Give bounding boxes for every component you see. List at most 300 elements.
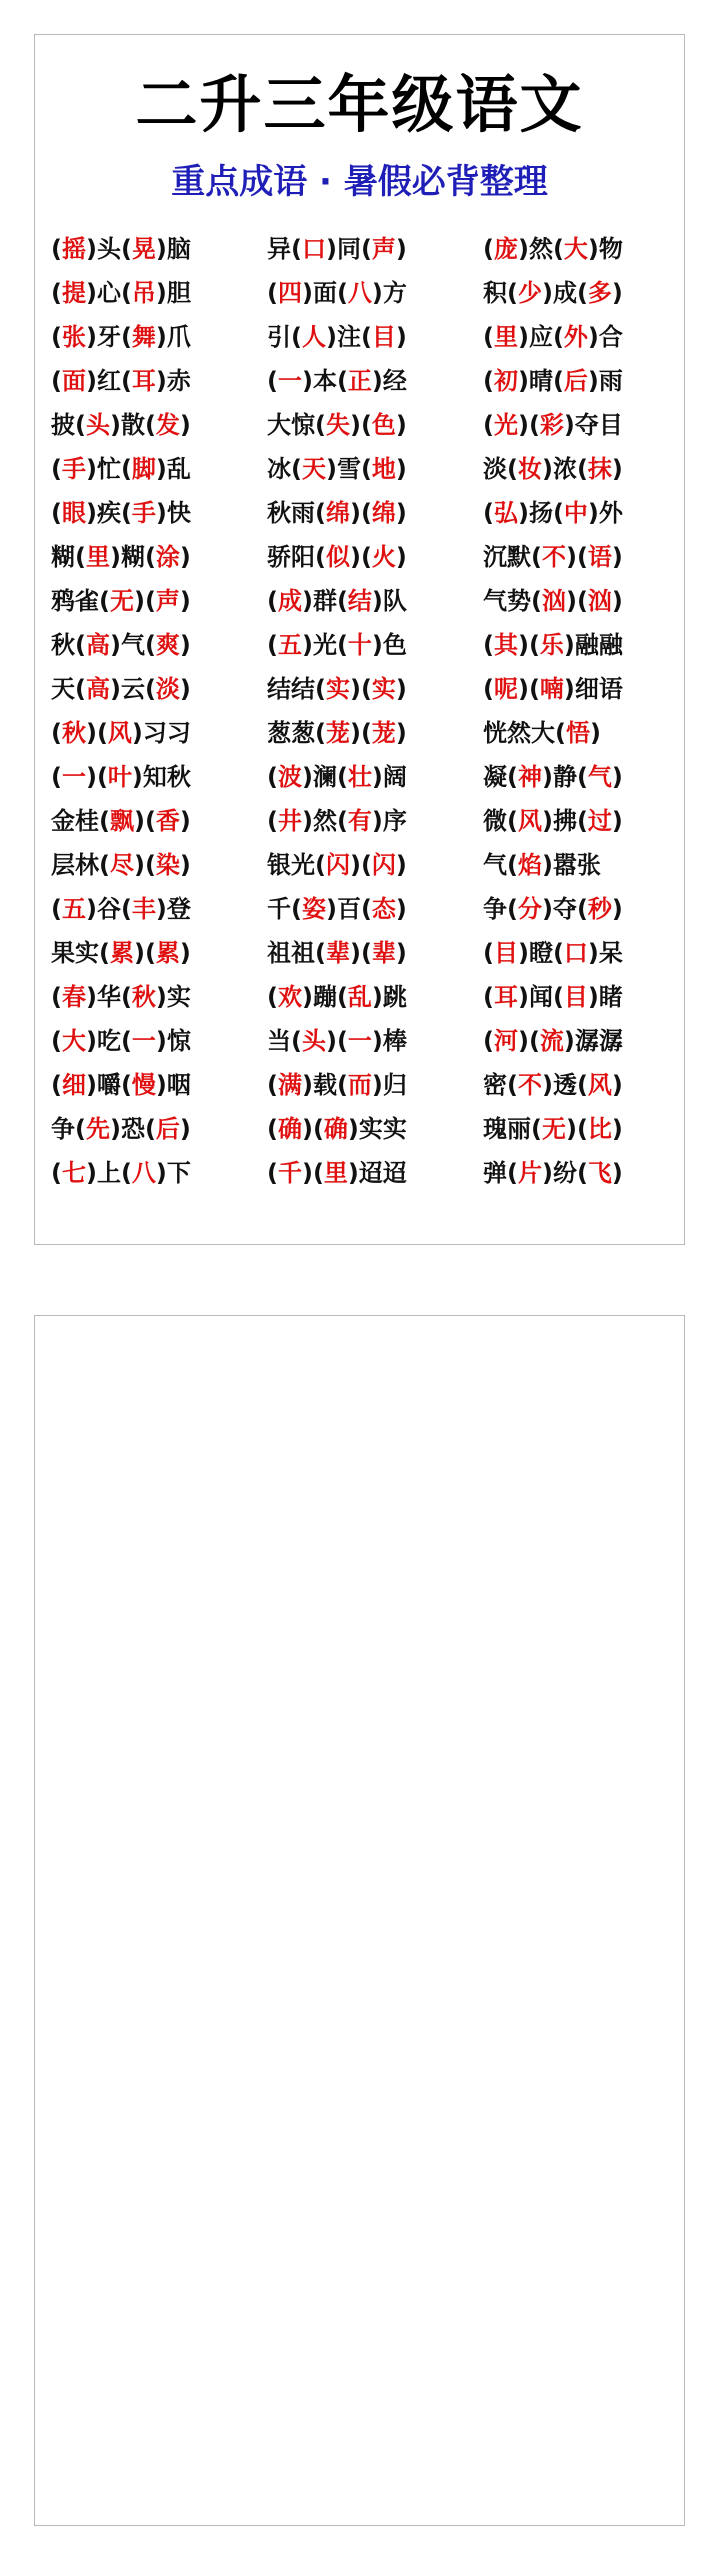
paren-open: (	[51, 499, 62, 527]
paren-open: (	[483, 323, 494, 351]
answer-char: 光	[493, 411, 518, 439]
answer-char: 结	[347, 587, 372, 615]
paren-open: (	[360, 499, 372, 527]
given-char: 争	[483, 895, 507, 923]
paren-open: (	[552, 323, 564, 351]
paren-open: (	[315, 411, 326, 439]
paren-close: )	[395, 719, 407, 747]
paren-open: (	[144, 807, 156, 835]
answer-char: 神	[517, 763, 542, 791]
answer-char: 壮	[347, 763, 372, 791]
paren-close: )	[371, 587, 383, 615]
answer-char: 高	[85, 675, 110, 703]
paren-open: (	[120, 499, 132, 527]
answer-char: 先	[85, 1115, 110, 1143]
idiom-item	[267, 711, 483, 755]
paren-open: (	[483, 675, 494, 703]
paren-close: )	[179, 543, 191, 571]
paren-open: (	[144, 939, 156, 967]
given-char: 谷	[96, 895, 121, 923]
paren-close: )	[395, 499, 407, 527]
answer-char: 失	[325, 411, 350, 439]
paren-close: )	[155, 1071, 167, 1099]
idiom-row	[51, 667, 671, 711]
paren-open: (	[360, 851, 372, 879]
paren-open: (	[507, 807, 518, 835]
paren-close: )	[371, 279, 383, 307]
paren-close: )	[395, 455, 407, 483]
answer-char: 脚	[131, 455, 156, 483]
paren-open: (	[75, 631, 86, 659]
given-char: 同	[336, 235, 361, 263]
paren-close: )	[85, 235, 97, 263]
paren-open: (	[51, 895, 62, 923]
given-char: 云	[120, 675, 145, 703]
paren-open: (	[507, 1071, 518, 1099]
paren-open: (	[120, 235, 132, 263]
paren-open: (	[75, 1115, 86, 1143]
paren-close: )	[563, 675, 575, 703]
paren-close: )	[179, 1115, 191, 1143]
idiom-item	[483, 1019, 671, 1063]
paren-close: )	[301, 1159, 313, 1187]
answer-char: 飘	[109, 807, 134, 835]
paren-close: )	[347, 1159, 359, 1187]
paren-open: (	[336, 763, 348, 791]
paren-open: (	[291, 235, 302, 263]
answer-char: 秋	[61, 719, 86, 747]
paren-close: )	[611, 543, 623, 571]
paren-close: )	[611, 895, 623, 923]
given-char: 气	[120, 631, 145, 659]
answer-char: 后	[155, 1115, 180, 1143]
given-char: 弹	[483, 1159, 507, 1187]
given-char: 扬	[528, 499, 553, 527]
answer-char: 面	[61, 367, 86, 395]
answer-char: 慢	[131, 1071, 156, 1099]
given-char: 结结	[267, 675, 315, 703]
idiom-row	[51, 491, 671, 535]
answer-char: 茏	[325, 719, 350, 747]
paren-open: (	[552, 983, 564, 1011]
answer-char: 目	[371, 323, 396, 351]
given-char: 大惊	[267, 411, 315, 439]
idiom-item	[483, 843, 671, 887]
answer-char: 色	[371, 411, 396, 439]
given-char: 外	[598, 499, 623, 527]
answer-char: 飞	[587, 1159, 612, 1187]
given-char: 疾	[96, 499, 121, 527]
idiom-item	[483, 667, 671, 711]
answer-char: 抹	[587, 455, 612, 483]
given-char: 成	[552, 279, 577, 307]
paren-close: )	[349, 939, 361, 967]
idiom-item	[51, 1019, 267, 1063]
answer-char: 秋	[131, 983, 156, 1011]
paren-close: )	[587, 983, 599, 1011]
paren-close: )	[371, 1071, 383, 1099]
given-char: 队	[382, 587, 407, 615]
paren-close: )	[563, 631, 575, 659]
paren-close: )	[155, 235, 167, 263]
paren-open: (	[507, 455, 518, 483]
paren-close: )	[301, 1115, 313, 1143]
paren-close: )	[325, 323, 337, 351]
idiom-item	[483, 755, 671, 799]
paren-close: )	[133, 851, 145, 879]
paren-open: (	[120, 367, 132, 395]
given-char: 跳	[382, 983, 407, 1011]
paren-close: )	[541, 807, 553, 835]
answer-char: 茏	[371, 719, 396, 747]
given-char: 葱葱	[267, 719, 315, 747]
answer-char: 里	[85, 543, 110, 571]
answer-char: 耳	[493, 983, 518, 1011]
paren-close: )	[371, 367, 383, 395]
answer-char: 外	[563, 323, 588, 351]
paren-open: (	[267, 763, 278, 791]
paren-open: (	[360, 719, 372, 747]
answer-char: 眼	[61, 499, 86, 527]
given-char: 静	[552, 763, 577, 791]
given-char: 呆	[598, 939, 623, 967]
paren-open: (	[336, 367, 348, 395]
given-char: 然	[312, 807, 337, 835]
paren-open: (	[576, 895, 588, 923]
given-char: 咽	[166, 1071, 191, 1099]
given-char: 胆	[166, 279, 191, 307]
paren-close: )	[541, 279, 553, 307]
paren-close: )	[179, 631, 191, 659]
paren-open: (	[360, 455, 372, 483]
idiom-row	[51, 1063, 671, 1107]
given-char: 蹦	[312, 983, 337, 1011]
paren-open: (	[576, 763, 588, 791]
paren-close: )	[109, 1115, 121, 1143]
page-title: 二升三年级语文	[135, 68, 584, 141]
answer-char: 汹	[541, 587, 566, 615]
paren-open: (	[51, 367, 62, 395]
given-char: 百	[336, 895, 361, 923]
paren-open: (	[51, 719, 62, 747]
answer-char: 大	[563, 235, 588, 263]
answer-char: 少	[517, 279, 542, 307]
paren-close: )	[85, 763, 97, 791]
idiom-item	[51, 975, 267, 1019]
paren-close: )	[587, 323, 599, 351]
answer-char: 十	[347, 631, 372, 659]
idiom-item	[483, 975, 671, 1019]
answer-char: 一	[61, 763, 86, 791]
given-char: 然	[528, 235, 553, 263]
answer-char: 初	[493, 367, 518, 395]
paren-close: )	[541, 1159, 553, 1187]
paren-close: )	[541, 851, 553, 879]
given-char: 迢迢	[358, 1159, 407, 1187]
idiom-item	[51, 447, 267, 491]
idiom-item	[483, 403, 671, 447]
paren-open: (	[120, 279, 132, 307]
answer-char: 而	[347, 1071, 372, 1099]
paren-close: )	[109, 411, 121, 439]
given-char: 应	[528, 323, 553, 351]
paren-open: (	[144, 543, 156, 571]
paren-open: (	[120, 983, 132, 1011]
worksheet-page-2-blank	[34, 1315, 685, 2526]
paren-close: )	[395, 411, 407, 439]
given-char: 睹	[598, 983, 623, 1011]
paren-open: (	[555, 719, 566, 747]
answer-char: 气	[587, 763, 612, 791]
paren-open: (	[291, 1027, 302, 1055]
paren-open: (	[267, 279, 278, 307]
paren-open: (	[507, 1159, 518, 1187]
answer-char: 波	[277, 763, 302, 791]
idiom-item	[483, 579, 671, 623]
answer-char: 发	[155, 411, 180, 439]
idiom-item	[483, 271, 671, 315]
idiom-item	[51, 271, 267, 315]
given-char: 气	[483, 851, 507, 879]
idiom-row	[51, 799, 671, 843]
idiom-row	[51, 1151, 671, 1195]
given-char: 果实	[51, 939, 99, 967]
answer-char: 弘	[493, 499, 518, 527]
answer-char: 成	[277, 587, 302, 615]
answer-char: 不	[517, 1071, 542, 1099]
paren-open: (	[552, 939, 564, 967]
paren-close: )	[85, 455, 97, 483]
given-char: 惊	[166, 1027, 191, 1055]
answer-char: 其	[493, 631, 518, 659]
given-char: 秋雨	[267, 499, 315, 527]
answer-char: 绵	[371, 499, 396, 527]
given-char: 层林	[51, 851, 99, 879]
answer-char: 累	[155, 939, 180, 967]
answer-char: 爽	[155, 631, 180, 659]
given-char: 透	[552, 1071, 577, 1099]
paren-close: )	[85, 499, 97, 527]
given-char: 实实	[358, 1115, 407, 1143]
idiom-item	[267, 843, 483, 887]
paren-open: (	[120, 455, 132, 483]
paren-open: (	[576, 587, 588, 615]
paren-close: )	[179, 851, 191, 879]
paren-close: )	[611, 279, 623, 307]
given-char: 头	[96, 235, 121, 263]
paren-close: )	[85, 367, 97, 395]
paren-open: (	[315, 675, 326, 703]
paren-close: )	[589, 719, 601, 747]
paren-open: (	[144, 675, 156, 703]
given-char: 忙	[96, 455, 121, 483]
idiom-item	[51, 711, 267, 755]
paren-close: )	[85, 719, 97, 747]
paren-close: )	[155, 455, 167, 483]
paren-close: )	[371, 1027, 383, 1055]
paren-close: )	[541, 1071, 553, 1099]
given-char: 瑰丽	[483, 1115, 531, 1143]
page-subtitle: 重点成语 · 暑假必背整理	[171, 162, 548, 202]
given-char: 脑	[166, 235, 191, 263]
paren-open: (	[576, 455, 588, 483]
paren-open: (	[291, 323, 302, 351]
idiom-row	[51, 1019, 671, 1063]
given-char: 雨	[598, 367, 623, 395]
paren-close: )	[395, 939, 407, 967]
paren-open: (	[315, 851, 326, 879]
paren-open: (	[144, 587, 156, 615]
paren-close: )	[85, 279, 97, 307]
answer-char: 里	[323, 1159, 348, 1187]
answer-char: 涂	[155, 543, 180, 571]
given-char: 恍然大	[483, 719, 555, 747]
paren-close: )	[179, 675, 191, 703]
answer-char: 呢	[493, 675, 518, 703]
paren-open: (	[51, 1027, 62, 1055]
paren-open: (	[96, 763, 108, 791]
given-char: 凝	[483, 763, 507, 791]
paren-open: (	[99, 587, 110, 615]
paren-close: )	[325, 895, 337, 923]
idiom-item	[267, 579, 483, 623]
answer-char: 四	[277, 279, 302, 307]
paren-open: (	[120, 1071, 132, 1099]
answer-char: 确	[323, 1115, 348, 1143]
answer-char: 染	[155, 851, 180, 879]
answer-char: 片	[517, 1159, 542, 1187]
given-char: 淡	[483, 455, 507, 483]
answer-char: 焰	[517, 851, 542, 879]
idiom-item	[51, 799, 267, 843]
paren-open: (	[315, 939, 326, 967]
paren-close: )	[517, 675, 529, 703]
paren-close: )	[395, 543, 407, 571]
paren-open: (	[528, 1027, 540, 1055]
answer-char: 口	[301, 235, 326, 263]
paren-open: (	[51, 763, 62, 791]
paren-close: )	[109, 543, 121, 571]
idiom-item	[483, 1107, 671, 1151]
paren-close: )	[85, 1071, 97, 1099]
paren-close: )	[587, 939, 599, 967]
idiom-item	[267, 1107, 483, 1151]
given-char: 浓	[552, 455, 577, 483]
given-char: 当	[267, 1027, 291, 1055]
idiom-row	[51, 535, 671, 579]
paren-open: (	[552, 499, 564, 527]
answer-char: 确	[277, 1115, 302, 1143]
answer-char: 彩	[539, 411, 564, 439]
given-char: 快	[166, 499, 191, 527]
paren-close: )	[301, 983, 313, 1011]
paren-close: )	[179, 411, 191, 439]
paren-open: (	[360, 543, 372, 571]
paren-open: (	[267, 1159, 278, 1187]
answer-char: 多	[587, 279, 612, 307]
answer-char: 天	[301, 455, 326, 483]
idiom-item	[267, 227, 483, 271]
paren-open: (	[483, 1027, 494, 1055]
paren-open: (	[51, 1071, 62, 1099]
given-char: 嚼	[96, 1071, 121, 1099]
paren-close: )	[395, 851, 407, 879]
given-char: 拂	[552, 807, 577, 835]
answer-char: 喃	[539, 675, 564, 703]
idiom-item	[51, 887, 267, 931]
idiom-item	[483, 315, 671, 359]
paren-close: )	[517, 499, 529, 527]
paren-close: )	[517, 631, 529, 659]
paren-close: )	[155, 983, 167, 1011]
paren-open: (	[120, 895, 132, 923]
answer-char: 五	[277, 631, 302, 659]
paren-close: )	[541, 895, 553, 923]
given-char: 物	[598, 235, 623, 263]
given-char: 雪	[336, 455, 361, 483]
paren-open: (	[576, 1159, 588, 1187]
answer-char: 手	[131, 499, 156, 527]
paren-close: )	[155, 1159, 167, 1187]
paren-open: (	[336, 631, 348, 659]
idiom-item	[267, 975, 483, 1019]
idiom-item	[267, 799, 483, 843]
answer-char: 汹	[587, 587, 612, 615]
answer-char: 人	[301, 323, 326, 351]
answer-char: 辈	[371, 939, 396, 967]
paren-close: )	[611, 455, 623, 483]
idiom-row	[51, 931, 671, 975]
answer-char: 大	[61, 1027, 86, 1055]
answer-char: 满	[277, 1071, 302, 1099]
given-char: 实	[166, 983, 191, 1011]
idiom-item	[267, 1019, 483, 1063]
answer-char: 一	[347, 1027, 372, 1055]
paren-open: (	[576, 807, 588, 835]
paren-open: (	[483, 367, 494, 395]
answer-char: 态	[371, 895, 396, 923]
paren-open: (	[51, 279, 62, 307]
answer-char: 似	[325, 543, 350, 571]
given-char: 糊	[51, 543, 75, 571]
paren-open: (	[576, 1115, 588, 1143]
given-char: 异	[267, 235, 291, 263]
given-char: 载	[312, 1071, 337, 1099]
answer-char: 辈	[325, 939, 350, 967]
paren-close: )	[301, 763, 313, 791]
paren-open: (	[360, 411, 372, 439]
paren-open: (	[120, 1159, 132, 1187]
paren-open: (	[552, 235, 564, 263]
idiom-item	[483, 931, 671, 975]
answer-char: 过	[587, 807, 612, 835]
idiom-item	[267, 315, 483, 359]
given-char: 色	[382, 631, 407, 659]
given-char: 序	[382, 807, 407, 835]
paren-close: )	[349, 675, 361, 703]
paren-close: )	[301, 807, 313, 835]
answer-char: 八	[131, 1159, 156, 1187]
idiom-item	[51, 359, 267, 403]
given-char: 登	[166, 895, 191, 923]
paren-open: (	[531, 587, 542, 615]
idiom-item	[51, 227, 267, 271]
idiom-row	[51, 843, 671, 887]
given-char: 群	[312, 587, 337, 615]
given-char: 吃	[96, 1027, 121, 1055]
given-char: 合	[598, 323, 623, 351]
answer-char: 提	[61, 279, 86, 307]
